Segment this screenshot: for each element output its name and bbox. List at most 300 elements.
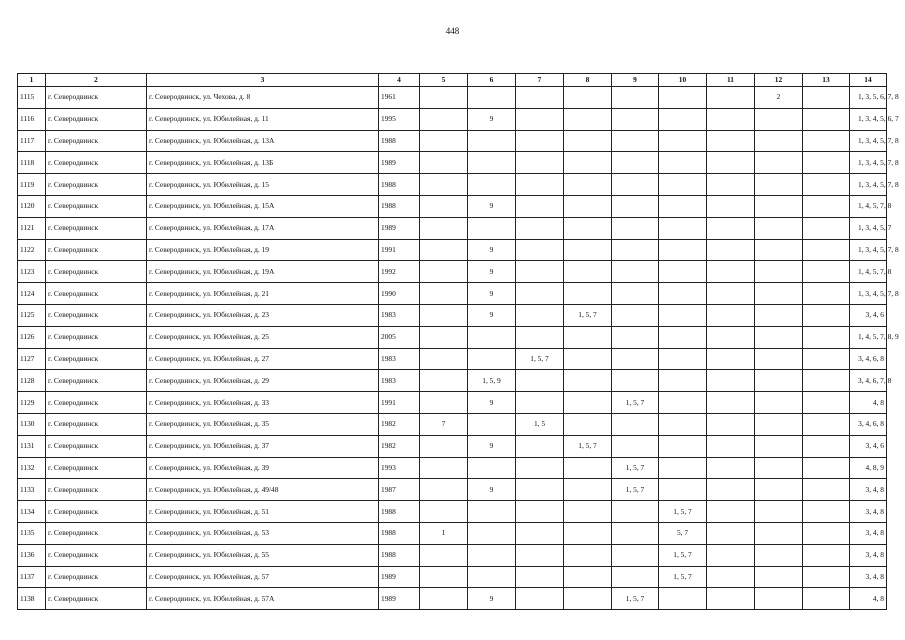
table-cell: г. Северодвинск: [46, 217, 147, 239]
table-cell: [468, 130, 516, 152]
table-cell: [659, 239, 707, 261]
table-cell: 2: [755, 87, 803, 109]
table-cell: [564, 326, 612, 348]
table-cell: [612, 261, 659, 283]
table-cell-text: 1, 3, 4, 5, 7, 8: [858, 244, 899, 254]
table-cell: [564, 413, 612, 435]
table-cell: 1, 5, 7: [612, 588, 659, 610]
table-cell: [516, 544, 564, 566]
table-cell: 1992: [379, 261, 420, 283]
table-cell: [516, 195, 564, 217]
table-cell: [564, 544, 612, 566]
table-cell: [468, 152, 516, 174]
table-cell: г. Северодвинск: [46, 108, 147, 130]
table-cell: [564, 217, 612, 239]
table-cell: [803, 544, 850, 566]
table-cell: 9: [468, 435, 516, 457]
table-cell: [564, 566, 612, 588]
table-cell: [420, 588, 468, 610]
table-cell: [612, 370, 659, 392]
table-cell: [850, 174, 899, 196]
table-cell: 1, 5, 9: [468, 370, 516, 392]
table-row: [18, 370, 887, 392]
table-cell: г. Северодвинск, ул. Чехова, д. 8: [147, 87, 379, 109]
table-cell: [803, 304, 850, 326]
table-cell: г. Северодвинск: [46, 195, 147, 217]
table-cell: г. Северодвинск, ул. Юбилейная, д. 39: [147, 457, 379, 479]
table-cell: [564, 239, 612, 261]
table-cell: [850, 304, 887, 326]
table-row: [18, 261, 887, 283]
table-cell: г. Северодвинск: [46, 413, 147, 435]
table-cell: [803, 239, 850, 261]
table-cell: 1125: [18, 304, 46, 326]
table-cell: [803, 435, 850, 457]
table-cell: 1988: [379, 501, 420, 523]
table-cell: [755, 239, 803, 261]
table-cell: [468, 457, 516, 479]
table-cell: [420, 217, 468, 239]
table-cell: [612, 304, 659, 326]
table-cell: [707, 304, 755, 326]
table-cell: [516, 566, 564, 588]
table-cell: г. Северодвинск: [46, 522, 147, 544]
table-cell-text: 1, 3, 4, 5, 7, 8: [858, 288, 899, 298]
table-cell: [755, 261, 803, 283]
table-cell: г. Северодвинск: [46, 370, 147, 392]
table-cell: 1132: [18, 457, 46, 479]
table-cell: [564, 348, 612, 370]
table-cell: г. Северодвинск, ул. Юбилейная, д. 13А: [147, 130, 379, 152]
table-cell: 7: [420, 413, 468, 435]
table-cell: г. Северодвинск, ул. Юбилейная, д. 37: [147, 435, 379, 457]
table-cell: 1983: [379, 348, 420, 370]
table-cell: 1117: [18, 130, 46, 152]
table-cell: 1122: [18, 239, 46, 261]
table-cell-text: 3, 4, 8: [865, 484, 884, 494]
table-cell: [707, 239, 755, 261]
table-cell: 1131: [18, 435, 46, 457]
table-cell: 1135: [18, 522, 46, 544]
header-row: [18, 74, 887, 87]
table-cell: [850, 588, 887, 610]
table-cell: [516, 239, 564, 261]
header-cell: 5: [420, 74, 468, 87]
table-cell: [850, 501, 887, 523]
page-number: 448: [445, 26, 460, 36]
table-cell: [564, 370, 612, 392]
table-cell-text: 3, 4, 6: [865, 441, 884, 451]
table-cell: [564, 87, 612, 109]
table-cell: [420, 566, 468, 588]
table-cell: [612, 544, 659, 566]
table-row: [18, 457, 887, 479]
table-cell: [468, 566, 516, 588]
table-cell-text: 3, 4, 6: [865, 310, 884, 320]
table-cell: 1136: [18, 544, 46, 566]
table-cell: 1987: [379, 479, 420, 501]
table-cell: [803, 326, 850, 348]
table-cell: [803, 174, 850, 196]
table-cell: [420, 239, 468, 261]
table-cell: 1, 5, 7: [659, 566, 707, 588]
table-cell: [850, 370, 892, 392]
table-cell: [420, 152, 468, 174]
header-cell: 11: [707, 74, 755, 87]
table-cell: г. Северодвинск, ул. Юбилейная, д. 27: [147, 348, 379, 370]
table-cell: 1115: [18, 87, 46, 109]
table-cell: [516, 304, 564, 326]
table-cell: 2005: [379, 326, 420, 348]
table-cell: 1, 5, 7: [564, 304, 612, 326]
table-cell: [707, 152, 755, 174]
table-cell: [516, 261, 564, 283]
table-cell-text: 4, 8: [872, 397, 884, 407]
table-row: [18, 217, 887, 239]
table-row: [18, 479, 887, 501]
table-cell: г. Северодвинск, ул. Юбилейная, д. 57: [147, 566, 379, 588]
table-cell: [803, 413, 850, 435]
table-cell: 5, 7: [659, 522, 707, 544]
table-cell: г. Северодвинск: [46, 392, 147, 414]
table-cell-text: 1, 4, 5, 7, 8, 9: [858, 332, 899, 342]
table-cell: [707, 522, 755, 544]
table-cell: [612, 174, 659, 196]
table-cell: 1123: [18, 261, 46, 283]
table-cell: [659, 152, 707, 174]
table-cell: 1119: [18, 174, 46, 196]
table-cell: 1127: [18, 348, 46, 370]
table-cell: [803, 588, 850, 610]
table-cell: [707, 326, 755, 348]
table-cell: г. Северодвинск: [46, 435, 147, 457]
table-cell: [612, 413, 659, 435]
table-cell: [564, 283, 612, 305]
table-cell: [755, 108, 803, 130]
table-cell: [612, 435, 659, 457]
table-cell: [707, 392, 755, 414]
table-cell-text: 3, 4, 6, 8: [858, 353, 884, 363]
table-cell: [850, 87, 899, 109]
table-cell: [468, 348, 516, 370]
table-cell: [420, 544, 468, 566]
table-cell: [420, 195, 468, 217]
table-cell-text: 3, 4, 8: [865, 550, 884, 560]
table-cell: [755, 130, 803, 152]
table-cell: [659, 195, 707, 217]
table-cell: г. Северодвинск, ул. Юбилейная, д. 29: [147, 370, 379, 392]
table-row: [18, 435, 887, 457]
table-cell: [803, 348, 850, 370]
table-row: [18, 239, 887, 261]
table-cell: [659, 217, 707, 239]
table-cell: г. Северодвинск: [46, 239, 147, 261]
table-cell: 1989: [379, 566, 420, 588]
table-cell: [468, 326, 516, 348]
table-cell: 1982: [379, 435, 420, 457]
table-cell-text: 1, 3, 4, 5, 7, 8: [858, 179, 899, 189]
table-cell: [707, 435, 755, 457]
table-cell: 1, 5, 7: [516, 348, 564, 370]
table-row: [18, 326, 887, 348]
table-cell: 1, 5, 7: [612, 392, 659, 414]
table-cell: [850, 479, 887, 501]
table-cell: г. Северодвинск, ул. Юбилейная, д. 53: [147, 522, 379, 544]
table-row: [18, 566, 887, 588]
table-cell: [659, 174, 707, 196]
table-cell: [564, 152, 612, 174]
table-cell: [850, 130, 899, 152]
table-cell: 1983: [379, 304, 420, 326]
table-cell: г. Северодвинск: [46, 130, 147, 152]
table-cell: 9: [468, 108, 516, 130]
table-cell: [707, 370, 755, 392]
table-cell: [755, 392, 803, 414]
table-cell: [516, 479, 564, 501]
table-cell: [755, 195, 803, 217]
table-cell: [707, 501, 755, 523]
table-cell-text: 3, 4, 8: [865, 528, 884, 538]
table-cell: [420, 283, 468, 305]
table-cell: [420, 87, 468, 109]
table-cell: [659, 108, 707, 130]
table-row: [18, 413, 887, 435]
table-cell: [420, 501, 468, 523]
table-cell: 1988: [379, 174, 420, 196]
table-cell: г. Северодвинск, ул. Юбилейная, д. 15: [147, 174, 379, 196]
table-cell: [468, 174, 516, 196]
table-cell: 1989: [379, 217, 420, 239]
table-cell: [420, 457, 468, 479]
table-cell: г. Северодвинск: [46, 152, 147, 174]
table-cell: г. Северодвинск, ул. Юбилейная, д. 19А: [147, 261, 379, 283]
header-cell: 14: [850, 74, 887, 87]
table-cell: [420, 130, 468, 152]
table-cell: [564, 195, 612, 217]
table-cell: г. Северодвинск: [46, 588, 147, 610]
table-cell: [850, 413, 887, 435]
table-cell: [755, 174, 803, 196]
table-row: [18, 304, 887, 326]
table-cell: г. Северодвинск: [46, 348, 147, 370]
table-cell: [420, 370, 468, 392]
table-cell: [420, 304, 468, 326]
table-cell: г. Северодвинск: [46, 501, 147, 523]
table-cell: г. Северодвинск: [46, 261, 147, 283]
table-cell: [612, 87, 659, 109]
table-cell: [659, 370, 707, 392]
table-cell: [468, 217, 516, 239]
table-cell: [755, 348, 803, 370]
table-cell: 1133: [18, 479, 46, 501]
table-cell: [420, 261, 468, 283]
table-cell: г. Северодвинск, ул. Юбилейная, д. 33: [147, 392, 379, 414]
table-cell: [516, 588, 564, 610]
table-cell: 9: [468, 479, 516, 501]
table-cell: г. Северодвинск: [46, 283, 147, 305]
table-cell-text: 1, 4, 5, 7, 8: [858, 201, 892, 211]
table-cell: 1988: [379, 195, 420, 217]
table-row: [18, 348, 887, 370]
table-cell: г. Северодвинск, ул. Юбилейная, д. 15А: [147, 195, 379, 217]
table-cell: 1988: [379, 522, 420, 544]
table-cell: [803, 392, 850, 414]
table-cell: [707, 261, 755, 283]
table-cell: 9: [468, 304, 516, 326]
table-cell: 1, 5, 7: [659, 501, 707, 523]
table-cell: [707, 566, 755, 588]
table-cell: 9: [468, 588, 516, 610]
table-cell: [707, 195, 755, 217]
table-cell: [612, 522, 659, 544]
table-cell: [612, 217, 659, 239]
table-cell: 1990: [379, 283, 420, 305]
table-cell-text: 1, 3, 4, 5, 7: [858, 223, 892, 233]
table-cell-text: 4, 8, 9: [865, 462, 884, 472]
housing-registry-table: [17, 73, 899, 610]
table-row: [18, 87, 887, 109]
table-cell: [516, 217, 564, 239]
table-cell: [516, 108, 564, 130]
table-cell: 1991: [379, 239, 420, 261]
table-cell: 1961: [379, 87, 420, 109]
table-cell: [850, 435, 887, 457]
table-cell: [612, 501, 659, 523]
table-cell-text: 1, 3, 4, 5, 7, 8: [858, 157, 899, 167]
table-cell: 1126: [18, 326, 46, 348]
table-cell: 1982: [379, 413, 420, 435]
table-cell: [659, 326, 707, 348]
table-cell: г. Северодвинск: [46, 326, 147, 348]
table-cell: [659, 479, 707, 501]
table-cell: 9: [468, 392, 516, 414]
table-cell: [516, 501, 564, 523]
table-cell: [755, 413, 803, 435]
table-cell: г. Северодвинск, ул. Юбилейная, д. 19: [147, 239, 379, 261]
table-cell: [420, 348, 468, 370]
table-cell: [707, 283, 755, 305]
table-cell: [850, 239, 899, 261]
table-cell: г. Северодвинск, ул. Юбилейная, д. 49/48: [147, 479, 379, 501]
table-cell: [707, 413, 755, 435]
table-cell: [468, 413, 516, 435]
table-cell: [707, 588, 755, 610]
table-cell: [420, 174, 468, 196]
table-cell: г. Северодвинск, ул. Юбилейная, д. 17А: [147, 217, 379, 239]
header-cell: 6: [468, 74, 516, 87]
header-cell: 13: [803, 74, 850, 87]
table-row: [18, 195, 887, 217]
table-cell: [850, 217, 892, 239]
table-row: [18, 392, 887, 414]
table-cell: [707, 108, 755, 130]
table-cell: [755, 283, 803, 305]
table-cell: [564, 261, 612, 283]
table-row: [18, 108, 887, 130]
table-cell: г. Северодвинск, ул. Юбилейная, д. 55: [147, 544, 379, 566]
table-cell: 1, 5, 7: [564, 435, 612, 457]
table-cell: [612, 130, 659, 152]
table-cell: [850, 326, 899, 348]
header-cell: 9: [612, 74, 659, 87]
table-row: [18, 501, 887, 523]
table-cell: [516, 326, 564, 348]
table-cell: [707, 174, 755, 196]
table-cell: г. Северодвинск, ул. Юбилейная, д. 11: [147, 108, 379, 130]
table-cell: 1995: [379, 108, 420, 130]
table-cell: г. Северодвинск: [46, 457, 147, 479]
table-cell: [850, 283, 899, 305]
header-cell: 7: [516, 74, 564, 87]
table-cell: [707, 457, 755, 479]
table-cell: [564, 479, 612, 501]
table-cell-text: 3, 4, 8: [865, 571, 884, 581]
table-cell: г. Северодвинск: [46, 87, 147, 109]
table-cell: г. Северодвинск, ул. Юбилейная, д. 51: [147, 501, 379, 523]
table-cell: [755, 457, 803, 479]
table-cell: 1: [420, 522, 468, 544]
table-cell: [564, 130, 612, 152]
table-cell: [755, 588, 803, 610]
table-cell: [516, 370, 564, 392]
table-cell: [564, 392, 612, 414]
table-cell: 1, 5: [516, 413, 564, 435]
table-cell: [707, 348, 755, 370]
table-cell: [659, 130, 707, 152]
table-cell: [612, 152, 659, 174]
table-cell: [850, 195, 892, 217]
table-cell-text: 3, 4, 6, 8: [858, 419, 884, 429]
table-cell: [659, 413, 707, 435]
header-cell: 3: [147, 74, 379, 87]
table-cell: г. Северодвинск, ул. Юбилейная, д. 35: [147, 413, 379, 435]
table-cell: [707, 87, 755, 109]
table-cell: [564, 108, 612, 130]
table-cell: [850, 392, 887, 414]
table-cell: [803, 261, 850, 283]
table-row: [18, 152, 887, 174]
table-cell: 1988: [379, 544, 420, 566]
table-cell: 1120: [18, 195, 46, 217]
table-cell: [803, 152, 850, 174]
table-cell: [659, 588, 707, 610]
table-cell: [612, 283, 659, 305]
table-cell: [850, 544, 887, 566]
table-row: [18, 283, 887, 305]
table-cell: [803, 479, 850, 501]
table-cell: [516, 283, 564, 305]
header-cell: 1: [18, 74, 46, 87]
table-cell-text: 1, 3, 5, 6, 7, 8: [858, 92, 899, 102]
table-cell: [755, 152, 803, 174]
table-cell: [803, 87, 850, 109]
table-cell: [612, 348, 659, 370]
table-cell: [755, 501, 803, 523]
table-cell: 9: [468, 195, 516, 217]
table-cell: [564, 457, 612, 479]
table-cell: [803, 195, 850, 217]
table-cell: [564, 501, 612, 523]
table-cell: [803, 108, 850, 130]
table-cell: [707, 130, 755, 152]
table-cell: [612, 239, 659, 261]
table-cell: [850, 457, 887, 479]
table-cell: 1129: [18, 392, 46, 414]
table-cell: [516, 130, 564, 152]
table-cell: [516, 522, 564, 544]
table-cell-text: 1, 3, 4, 5, 7, 8: [858, 135, 899, 145]
table-row: [18, 544, 887, 566]
